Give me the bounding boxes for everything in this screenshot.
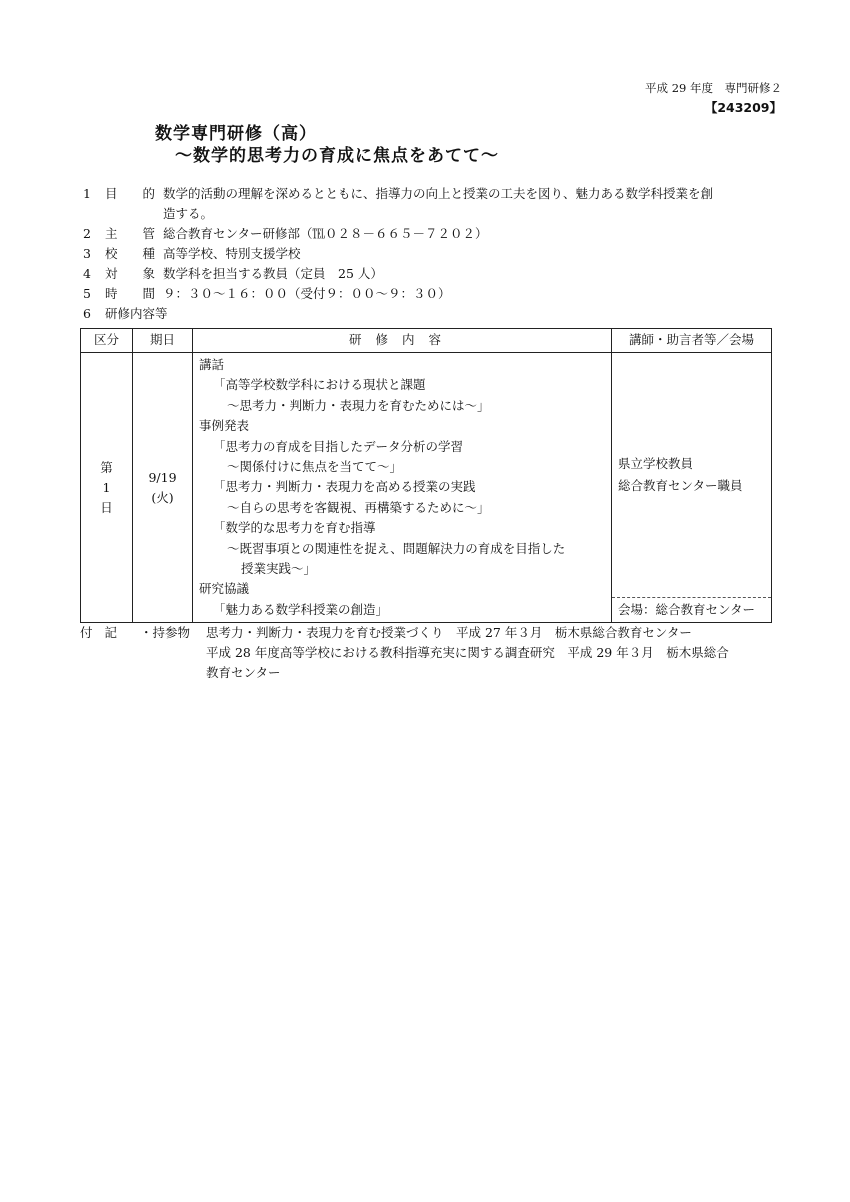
content-line: 事例発表 <box>199 418 250 434</box>
header-date: 期日 <box>133 329 193 353</box>
content-line: ～自らの思考を客観視、再構築するために～」 <box>227 499 490 515</box>
item-label: 研修内容等 <box>105 306 168 321</box>
item-label: 時 間 <box>105 286 155 301</box>
schedule-table <box>80 328 772 623</box>
item-label: 対 象 <box>105 266 155 281</box>
content-line: 「魅力ある数学科授業の創造」 <box>213 601 389 617</box>
item-number: 6 <box>83 306 91 321</box>
instructor-cell <box>612 353 772 623</box>
item-label: 目 的 <box>105 186 155 201</box>
item-number: 2 <box>83 226 91 241</box>
item-number: 4 <box>83 266 91 281</box>
appendix-line: 平成 28 年度高等学校における教科指導充実に関する調査研究 平成 29 年３月 栃木県総合 <box>206 645 729 660</box>
header-content: 研修内容 <box>193 329 612 353</box>
header-instructor: 講師・助言者等／会場 <box>612 329 772 353</box>
info-organizer <box>83 224 783 244</box>
appendix-line: 思考力・判断力・表現力を育む授業づくり 平成 27 年３月 栃木県総合教育センター <box>206 625 692 640</box>
course-code: 【243209】 <box>704 100 782 115</box>
content-line: 「数学的な思考力を育む指導 <box>213 520 376 536</box>
weekday-value: (火) <box>151 489 174 505</box>
date-cell <box>133 353 193 623</box>
item-value: 総合教育センター研修部（℡０２８－６６５－７２０２） <box>163 226 488 241</box>
item-value: 数学的活動の理解を深めるとともに、指導力の向上と授業の工夫を図り、魅力ある数学科授業を創 造する。 <box>163 186 714 221</box>
page-subtitle: ～数学的思考力の育成に焦点をあてて～ <box>175 146 499 166</box>
content-line: ～思考力・判断力・表現力を育むためには～」 <box>227 397 490 413</box>
info-time <box>83 284 783 304</box>
content-line: ～既習事項との関連性を捉え、問題解決力の育成を目指した <box>227 540 566 556</box>
course-info-list <box>83 184 783 324</box>
item-number: 3 <box>83 246 91 261</box>
content-line: 「思考力・判断力・表現力を高める授業の実践 <box>213 479 476 495</box>
venue-label: 会場：総合教育センター <box>612 597 771 622</box>
table-header-row <box>81 329 772 353</box>
instructor-list: 県立学校教員 総合教育センター職員 <box>618 456 743 493</box>
item-number: 1 <box>83 186 91 201</box>
content-line: 「高等学校数学科における現状と課題 <box>213 377 426 393</box>
item-value: ９：３０～１６：００（受付９：００～９：３０） <box>163 286 451 301</box>
info-target <box>83 264 783 284</box>
content-line: 「思考力の育成を目指したデータ分析の学習 <box>213 438 464 454</box>
info-school-type <box>83 244 783 264</box>
content-line: 講話 <box>199 357 225 372</box>
info-content-heading <box>83 304 783 324</box>
item-label: 校 種 <box>105 246 155 261</box>
page-title: 数学専門研修（高） <box>155 124 317 144</box>
year-course-label: 平成 29 年度 専門研修２ <box>645 81 782 95</box>
item-value: 高等学校、特別支援学校 <box>163 246 301 261</box>
appendix-label: 付記 <box>80 625 130 640</box>
item-number: 5 <box>83 286 91 301</box>
content-line: 研究協議 <box>199 581 250 597</box>
header-division: 区分 <box>81 329 133 353</box>
content-cell <box>193 353 612 623</box>
content-line: 授業実践～」 <box>241 561 317 577</box>
date-value: 9/19 <box>148 469 177 485</box>
appendix-notes <box>80 623 780 683</box>
appendix-sub-label: ・持参物 <box>140 625 191 640</box>
table-row <box>81 353 772 623</box>
item-value: 数学科を担当する教員（定員 25 人） <box>163 266 383 281</box>
info-purpose <box>83 184 783 224</box>
content-line: ～関係付けに焦点を当てて～」 <box>227 459 403 475</box>
appendix-line: 教育センター <box>206 665 281 680</box>
division-cell: 第 1 日 <box>81 353 133 623</box>
item-label: 主 管 <box>105 226 155 241</box>
